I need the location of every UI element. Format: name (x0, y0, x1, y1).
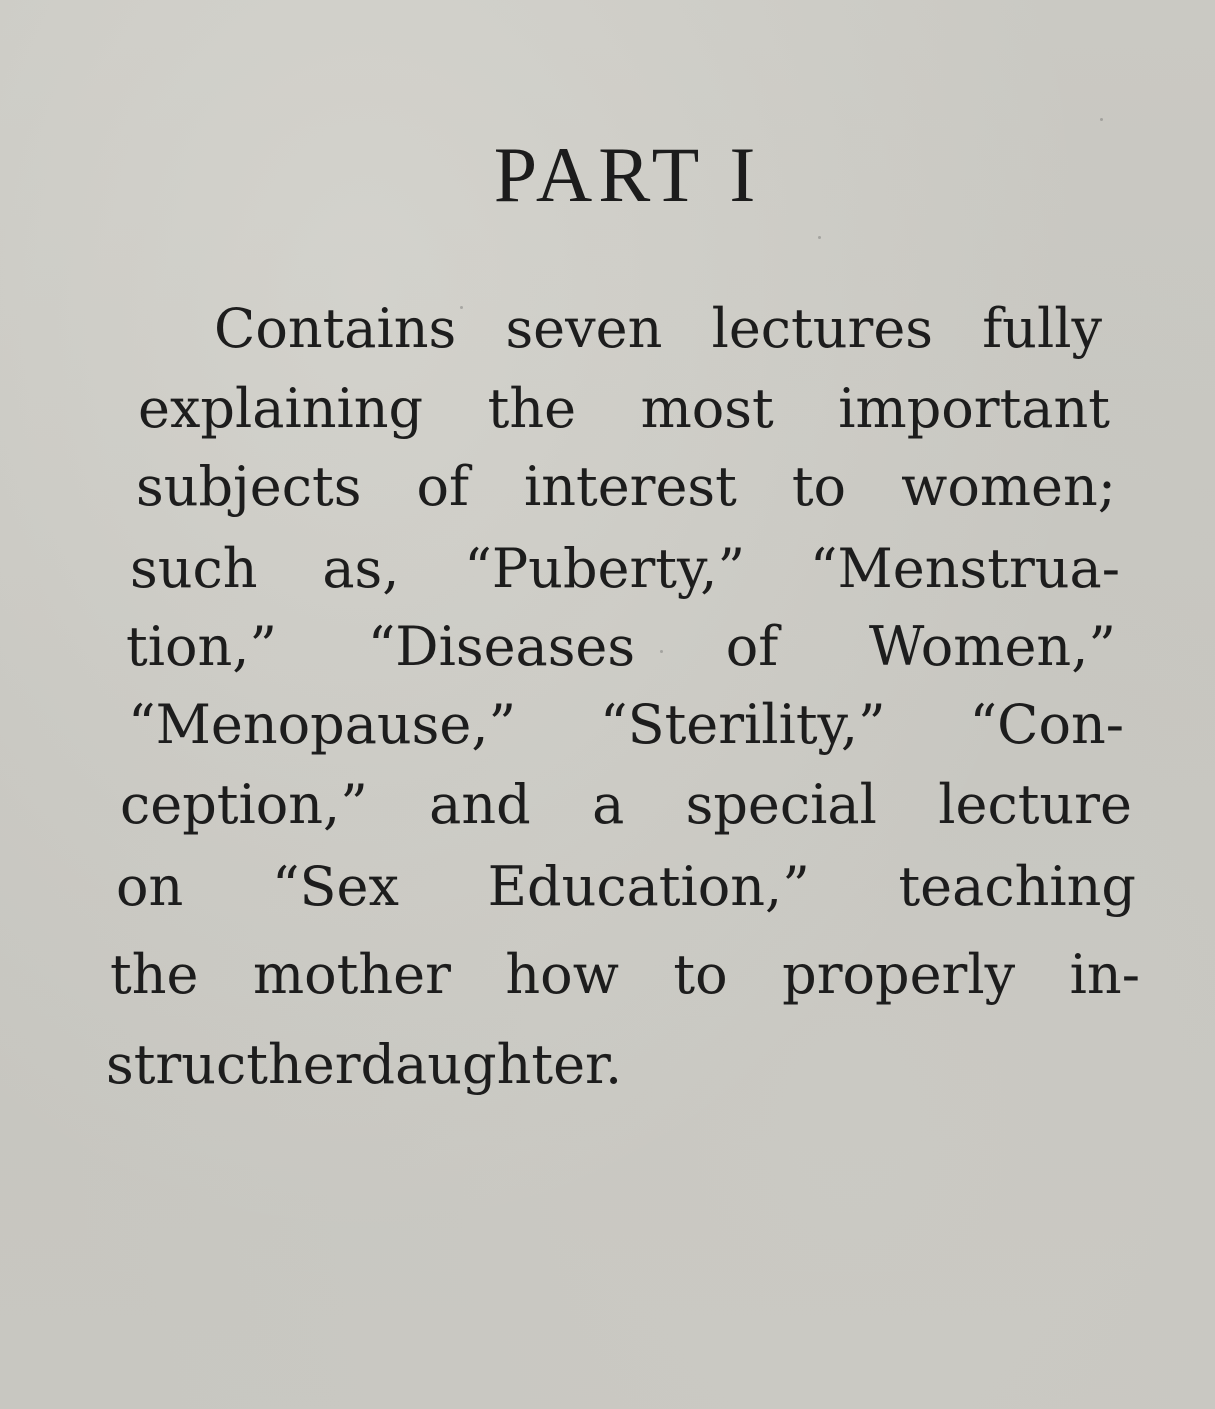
paragraph-word: of (416, 455, 469, 518)
paragraph-word: most (640, 377, 774, 440)
paragraph-word: “Sterility,” (599, 693, 886, 756)
paragraph-line (214, 294, 1102, 364)
paragraph-word: on (116, 855, 184, 918)
paragraph-word: the (487, 377, 577, 440)
paragraph-word: daughter. (360, 1033, 623, 1096)
paragraph-word: “Sex (271, 855, 399, 918)
paragraph-word: Contains (214, 297, 457, 360)
paragraph-line (120, 770, 1132, 840)
paragraph-word: ception,” (120, 773, 368, 836)
paragraph-line (106, 1030, 1006, 1100)
paper-speck (660, 650, 663, 653)
paragraph-word: tion,” (126, 615, 278, 678)
paragraph-word: seven (505, 297, 663, 360)
paragraph-line (138, 374, 1110, 444)
paragraph-word: “Con- (969, 693, 1124, 756)
part-heading: PART I (493, 131, 762, 218)
paragraph-word: her (267, 1033, 361, 1096)
paragraph-word: interest (523, 455, 737, 518)
paragraph-word: special (685, 773, 877, 836)
paragraph-word: to (673, 943, 728, 1006)
paragraph-word: the (110, 943, 199, 1006)
paragraph-word: of (725, 615, 779, 678)
paragraph-word: “Puberty,” (464, 537, 746, 600)
paragraph-word: subjects (136, 455, 362, 518)
paragraph-line (130, 534, 1120, 604)
paper-speck (818, 236, 821, 239)
paragraph-word: Education,” (487, 855, 810, 918)
paragraph-word: Women,” (868, 615, 1116, 678)
paragraph-word: a (592, 773, 625, 836)
paragraph-word: as, (322, 537, 400, 600)
paragraph-word: teaching (898, 855, 1136, 918)
paragraph-word: to (791, 455, 847, 518)
paragraph-word: fully (982, 297, 1102, 360)
paragraph-word: how (505, 943, 619, 1006)
paragraph-line (116, 852, 1136, 922)
paragraph-word: lecture (938, 773, 1132, 836)
paragraph-word: struct (106, 1033, 268, 1096)
paragraph-word: mother (252, 943, 451, 1006)
paragraph-word: important (838, 377, 1110, 440)
paragraph-word: properly (782, 943, 1016, 1006)
paragraph-word: “Diseases (367, 615, 636, 678)
paper-speck (460, 306, 463, 309)
paper-speck (1100, 118, 1103, 121)
paragraph-word: and (429, 773, 531, 836)
paragraph-line (128, 690, 1124, 760)
paragraph-word: explaining (138, 377, 424, 440)
paragraph-word: such (130, 537, 258, 600)
paragraph-line (136, 452, 1116, 522)
paragraph-line (126, 612, 1116, 682)
paragraph-word: women; (901, 455, 1116, 518)
paragraph-word: in- (1069, 943, 1140, 1006)
paragraph-word: “Menopause,” (128, 693, 517, 756)
paragraph-line (110, 940, 1140, 1010)
paragraph-word: “Menstrua- (809, 537, 1120, 600)
paragraph-word: lectures (711, 297, 933, 360)
